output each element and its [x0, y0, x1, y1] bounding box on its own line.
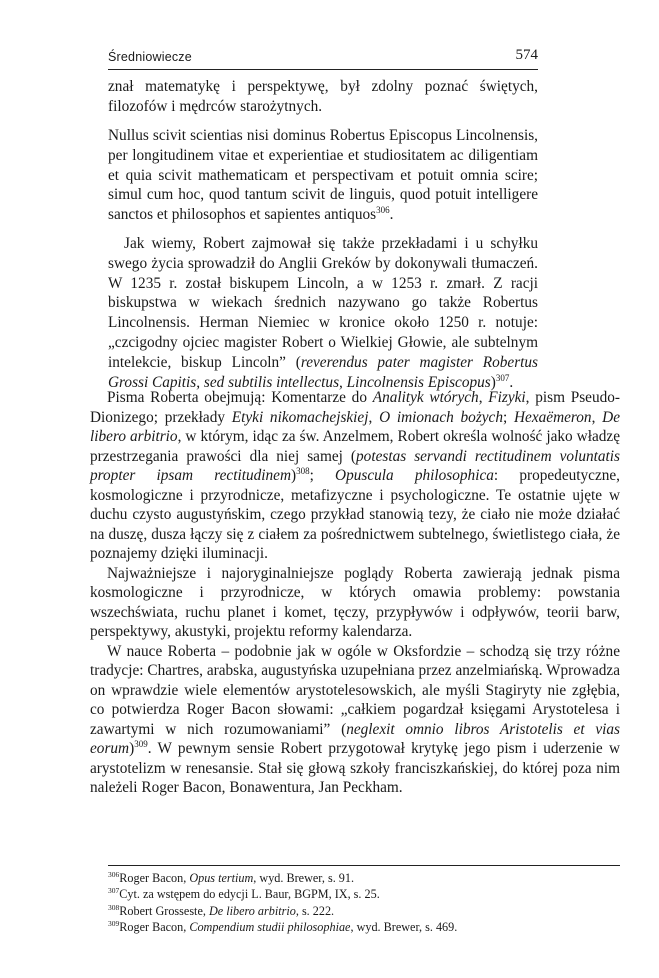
quote-text: Nullus scivit scientias nisi dominus Robertus Episcopus Lincolnensis, per longitudinem vitae et experientiae et studiositatem ac diligentiam et quia scivit mathematicam et perspectivam et potuit omnia scire; simul cum hoc, quod tantum scivit de linguis, quod potuit intelligere sanctos et philosophos et sapientes antiquos	[108, 127, 538, 224]
paragraph-text: znał matematykę i perspektywę, był zdolny poznać świętych, filozofów i mędrców starożytnych.	[108, 78, 538, 115]
footnote: $^{309}$Roger Bacon, Compendium studii philosophiae, wyd. Brewer, s. 469.	[108, 919, 458, 935]
footnote-ref-307: 307	[495, 372, 510, 383]
header-rule	[108, 69, 538, 70]
latin-citation: reverendus pater magister Robertus Grossi Capitis, sed subtilis intellectus, Lincolnensis Episcopus	[108, 353, 538, 391]
footnote-ref-306: 306	[376, 205, 390, 216]
paragraph-continuation	[108, 77, 538, 117]
footnote: $^{306}$Roger Bacon, Opus tertium, wyd. Brewer, s. 91.	[108, 870, 355, 885]
footnote-rule	[108, 865, 620, 866]
footnote-ref-308: 308	[296, 466, 310, 476]
footnote: $^{308}$Robert Grosseste, De libero arbitrio, s. 222.	[108, 902, 335, 918]
paragraph-translations	[108, 234, 538, 392]
page-header	[108, 44, 538, 68]
page-number: 574	[515, 47, 538, 63]
paragraph-cosmology: Najważniejsze i najoryginalniejsze poglądy Roberta zawierają jednak pisma kosmologiczne i przyrodnicze, w których omawia problemy: powstania wszechświata, ruchu planet i komet, tęczy, przypływów i odpływów, teorii barw, perspektywy, akustyki, projektu reformy kalendarza.	[90, 564, 620, 640]
block-quote	[108, 126, 538, 225]
paragraph-writings: Pisma Roberta obejmują: Komentarze do Analityk wtórych, Fizyki, pism Pseudo-Dionizego; przekłady Etyki nikomachejskiej, O imionach bożych; Hexaëmeron, De libero arbitrio, w którym, idąc za św. Anzelmem, Robert określa wolność jako władzę przestrzegania prawości dla niej samej (potestas servandi rectitudinem voluntatis propter ipsam rectitudinem)$^{308}$; Opuscula philosophica: propedeutyczne, kosmologiczne i przyrodnicze, metafizyczne i psychologiczne. Te ostatnie ujęte w duchu czysto augustyńskim, czego przykład stanowią tezy, że ciało nie może działać na duszę, dusza łączy się z ciałem za pośrednictwem subtelnego, świetlistego ciała, że poznajemy dzięki iluminacji.	[90, 389, 621, 562]
quote-paragraph: Nullus scivit scientias nisi dominus Robertus Episcopus Lincolnensis, per longitudinem vitae et experientiae et studiositatem ac diligentiam et quia scivit mathematicam et perspectivam et potuit omnia scire; simul cum hoc, quod tantum scivit de linguis, quod potuit intelligere sanctos et philosophos et sapientes antiquos$^{306}$.	[108, 127, 538, 224]
footnote: $^{307}$Cyt. za wstępem do edycji L. Baur, BGPM, IX, s. 25.	[108, 886, 380, 902]
footnotes	[108, 870, 608, 936]
running-head: Średniowiecze	[108, 50, 192, 64]
paragraph-traditions: W nauce Roberta – podobnie jak w ogóle w Oksfordzie – schodzą się trzy różne tradycje: Chartres, arabska, augustyńska uzupełniana przez anzelmiańską. Wprowadza on wprawdzie wiele elementów arystotelesowskich, ale myśli Stagiryty nie zgłębia, co potwierdza Roger Bacon słowami: „całkiem pogardzał księgami Arystotelesa i zawartymi w nich rozumowaniami” (neglexit omnio libros Aristotelis et vias eorum)$^{309}$. W pewnym sensie Robert przygotował krytykę jego pism i uderzenie w arystotelizm w renesansie. Stał się głową szkoły franciszkańskiej, do której poza nim należeli Roger Bacon, Bonawentura, Jan Peckham.	[90, 642, 620, 796]
main-text-column	[90, 388, 620, 798]
footnote-ref-309: 309	[134, 739, 148, 749]
paragraph-text: Jak wiemy, Robert zajmował się także przekładami i u schyłku swego życia sprowadził do Anglii Greków by dokonywali tłumaczeń. W 1235 r. został biskupem Lincoln, a w 1253 r. zmarł. Z racji biskupstwa w wiekach średnich nazywano go także Robertus Lincolnensis. Herman Niemiec w kronice około 1250 r. notuje: „czcigodny ojciec magister Robert o Wielkiej Głowie, ale subtelnym intelekcie, biskup Lincoln” (reverendus pater magister Robertus Grossi Capitis, sed subtilis intellectus, Lincolnensis Episcopus)$^{307}$.	[108, 235, 538, 391]
